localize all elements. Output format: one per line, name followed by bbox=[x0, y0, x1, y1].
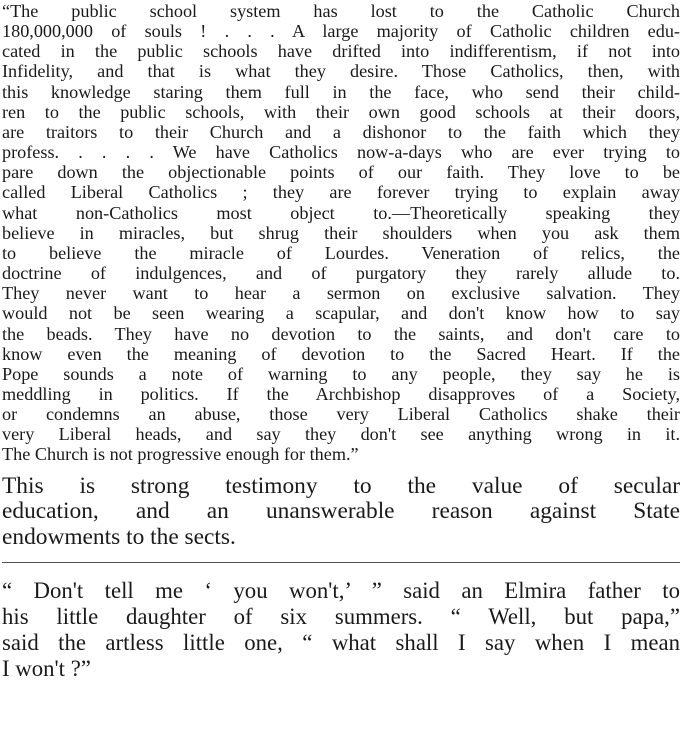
quote-line: are traitors to their Church and a dishonor to the faith which they bbox=[2, 121, 680, 142]
quote-line: pare down the objectionable points of our faith. They love to be bbox=[2, 162, 680, 183]
anecdote-line: his little daughter of six summers. “ Well, but papa,” bbox=[2, 603, 680, 629]
quoted-passage bbox=[2, 0, 680, 465]
quote-line: believe in miracles, but shrug their shoulders when you ask them bbox=[2, 222, 680, 243]
quote-line: this knowledge staring them full in the face, who send their child- bbox=[2, 81, 680, 102]
quote-line: or condemns an abuse, those very Liberal Catholics shake their bbox=[2, 404, 680, 425]
quote-line: the beads. They have no devotion to the saints, and don't care to bbox=[2, 323, 680, 344]
anecdote-line: said the artless little one, “ what shall I say when I mean bbox=[2, 629, 680, 655]
quote-line: what non-Catholics most object to.—Theoretically speaking they bbox=[2, 202, 680, 223]
quote-line: would not be seen wearing a scapular, and don't know how to say bbox=[2, 303, 680, 324]
section-divider bbox=[2, 562, 680, 563]
quote-line: profess. . . . . We have Catholics now-a-days who are ever trying to bbox=[2, 142, 680, 163]
anecdote-line: I won't ?” bbox=[2, 655, 91, 681]
quote-line: cated in the public schools have drifted into indifferentism, if not into bbox=[2, 41, 680, 62]
commentary-line: education, and an unanswerable reason against State bbox=[2, 499, 680, 525]
quote-line: 180,000,000 of souls ! . . . A large majority of Catholic children edu- bbox=[2, 21, 680, 42]
anecdote-line: “ Don't tell me ‘ you won't,’ ” said an Elmira father to bbox=[2, 577, 680, 603]
quote-line: Pope sounds a note of warning to any people, they say he is bbox=[2, 363, 680, 384]
quote-line: “The public school system has lost to the Catholic Church bbox=[2, 1, 680, 21]
quote-line: The Church is not progressive enough for them.” bbox=[2, 444, 359, 465]
commentary-line: This is strong testimony to the value of secular bbox=[2, 473, 680, 499]
commentary-line: endowments to the sects. bbox=[2, 525, 236, 551]
anecdote-paragraph bbox=[2, 578, 680, 682]
quote-line: ren to the public schools, with their own good schools at their doors, bbox=[2, 101, 680, 122]
quote-line: Infidelity, and that is what they desire. Those Catholics, then, with bbox=[2, 61, 680, 82]
quote-line: doctrine of indulgences, and of purgatory they rarely allude to. bbox=[2, 263, 680, 284]
quote-line: very Liberal heads, and say they don't see anything wrong in it. bbox=[2, 424, 680, 445]
quote-line: called Liberal Catholics ; they are forever trying to explain away bbox=[2, 182, 680, 203]
quote-line: know even the meaning of devotion to the Sacred Heart. If the bbox=[2, 343, 680, 364]
editorial-commentary bbox=[2, 474, 680, 551]
quote-line: meddling in politics. If the Archbishop disapproves of a Society, bbox=[2, 383, 680, 404]
quote-line: They never want to hear a sermon on exclusive salvation. They bbox=[2, 283, 680, 304]
quote-line: to believe the miracle of Lourdes. Veneration of relics, the bbox=[2, 242, 680, 263]
